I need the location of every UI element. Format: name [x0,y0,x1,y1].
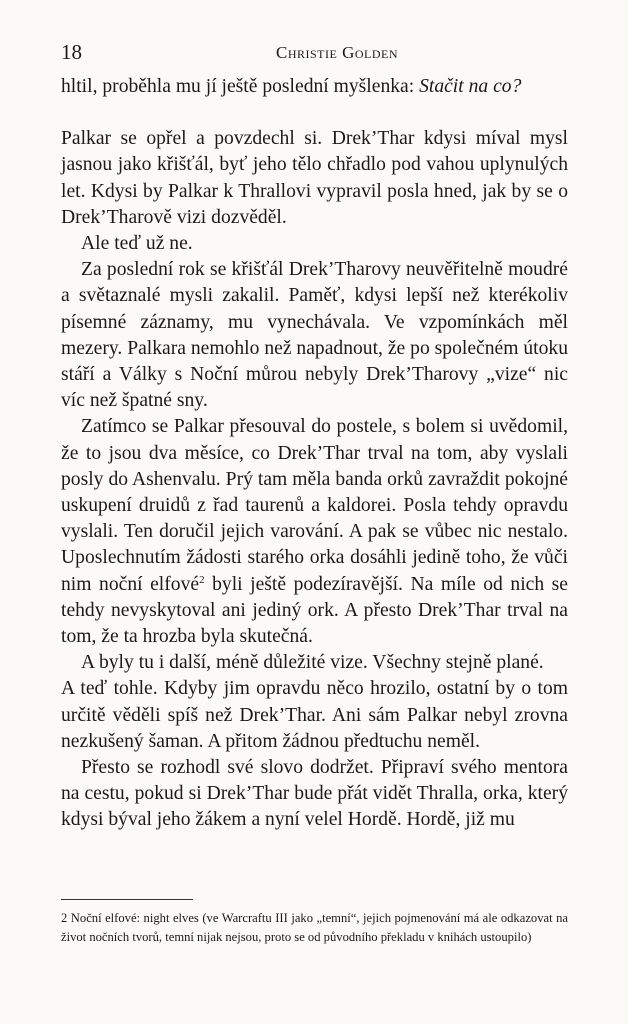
paragraph: Přesto se rozhodl své slovo dodržet. Připraví svého mentora na cestu, pokud si Drek’Thar bude přát vidět Thralla, orka, který kdysi býval jeho žákem a nyní velel Hordě. Hordě, již mu [61,757,568,831]
paragraph: Palkar se opřel a povzdechl si. Drek’Thar kdysi míval mysl jasnou jako křišťál, byť jeho tělo chřadlo pod vahou uplynulých let. Kdysi by Palkar k Thrallovi vypravil posla hned, jak by se o Drek’Tharově vizi dozvěděl. [61,128,568,228]
footnote-rule [61,899,193,900]
page-header [61,40,558,70]
paragraph-text: Zatímco se Palkar přesouval do postele, s bolem si uvědomil, že to jsou dva měsíce, co Drek’Thar trval na tom, aby vyslali posly do Ashenvalu. Prý tam měla banda orků zavraždit pokojné uskupení druidů z řad taurenů a kaldorei. Posla tehdy opravdu vyslali. Ten doručil jejich varování. A pak se vůbec nic nestalo. Uposlechnutím žádosti starého orka dosáhli jedině toho, že vůči nim noční elfové [61,416,568,595]
paragraph [61,414,568,650]
body-text [61,74,568,834]
footnote: 2 Noční elfové: night elves (ve Warcraftu III jako „temní“, jejich pojmenování má ale odkazovat na život nočních tvorů, temní nijak nejsou, proto se od původního překladu v knihách ustoupilo) [61,911,568,944]
paragraph: Za poslední rok se křišťál Drek’Tharovy neuvěřitelně moudré a světaznalé mysli zakalil. Paměť, kdysi lepší než kterékoliv písemné záznamy, mu vynechávala. Ve vzpomínkách měl mezery. Palkara nemohlo než napadnout, že po společném útoku stáří a Války s Noční můrou nebyly Drek’Tharovy „vize“ nic víc než špatné sny. [61,259,568,412]
paragraph: A teď tohle. Kdyby jim opravdu něco hrozilo, ostatní by o tom určitě věděli spíš než Drek’Thar. Ani sám Palkar nebyl zrovna nezkušený šaman. A přitom žádnou předtuchu neměl. [61,678,568,752]
paragraph: Ale teď už ne. [81,233,193,255]
paragraph-continued-text: hltil, proběhla mu jí ještě poslední myšlenka: [61,76,420,97]
footnote-marker: 2 [199,573,205,586]
running-head: Christie Golden [276,43,399,62]
italic-thought: Stačit na co? [419,76,522,97]
page-number: 18 [61,40,82,64]
paragraph-continued [61,74,568,100]
paragraph: A byly tu i další, méně důležité vize. Všechny stejně plané. [81,652,544,674]
paragraph-text: byli ještě podezíravější. Na míle od nich se tehdy nevyskytoval ani jediný ork. A přesto Drek’Thar trval na tom, že ta hrozba byla skutečná. [61,573,568,648]
